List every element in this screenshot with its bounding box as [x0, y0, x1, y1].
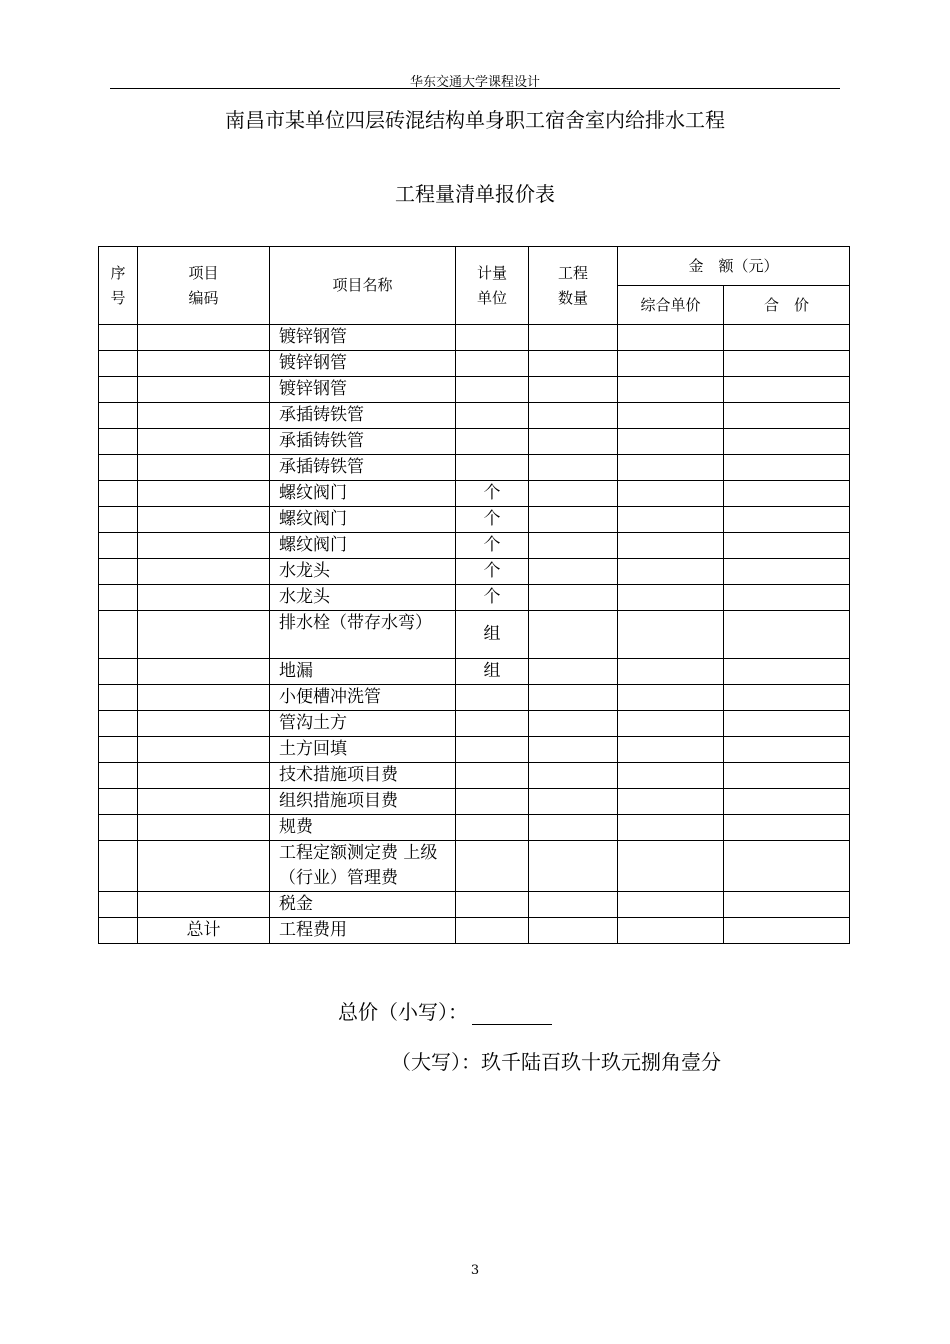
page-number: 3 [470, 1263, 480, 1278]
header-amount: 金 额（元） [618, 247, 850, 286]
cell-name: 排水栓（带存水弯） [270, 611, 456, 659]
cell-seq [99, 918, 138, 944]
table-row [99, 325, 850, 351]
cell-total-price [724, 659, 850, 685]
table-row [99, 377, 850, 403]
cell-name: 小便槽冲洗管 [270, 685, 456, 711]
cell-total-price [724, 841, 850, 892]
cell-unit-price [618, 559, 724, 585]
cell-name: 工程定额测定费 上级（行业）管理费 [270, 841, 456, 892]
cell-total-price [724, 737, 850, 763]
cell-unit: 个 [456, 585, 529, 611]
table-row [99, 711, 850, 737]
cell-unit: 组 [456, 659, 529, 685]
header-qty: 工程 数量 [529, 247, 618, 325]
cell-qty [529, 481, 618, 507]
cell-unit-price [618, 918, 724, 944]
cell-qty [529, 377, 618, 403]
cell-seq [99, 403, 138, 429]
table-row [99, 455, 850, 481]
header-unit-price: 综合单价 [618, 286, 724, 325]
table-row [99, 789, 850, 815]
cell-unit [456, 763, 529, 789]
table-header-row [99, 247, 850, 286]
cell-code [138, 507, 270, 533]
header-total-price: 合 价 [724, 286, 850, 325]
cell-code [138, 711, 270, 737]
cell-seq [99, 585, 138, 611]
cell-code [138, 892, 270, 918]
cell-unit [456, 711, 529, 737]
header-name: 项目名称 [270, 247, 456, 325]
table-row [99, 918, 850, 944]
cell-seq [99, 533, 138, 559]
table-row [99, 429, 850, 455]
total-uppercase-value: 玖千陆百玖十玖元捌角壹分 [481, 1050, 721, 1074]
cell-total-price [724, 455, 850, 481]
cell-name: 承插铸铁管 [270, 403, 456, 429]
cell-unit-price [618, 533, 724, 559]
cell-total-price [724, 789, 850, 815]
cell-name: 水龙头 [270, 559, 456, 585]
cell-seq [99, 789, 138, 815]
cell-qty [529, 611, 618, 659]
table-row [99, 737, 850, 763]
table-row [99, 559, 850, 585]
cell-unit [456, 841, 529, 892]
cell-total-price [724, 585, 850, 611]
document-subtitle: 工程量清单报价表 [395, 182, 555, 206]
cell-unit-price [618, 325, 724, 351]
table-row [99, 507, 850, 533]
cell-seq [99, 659, 138, 685]
cell-total-price [724, 533, 850, 559]
cell-qty [529, 815, 618, 841]
cell-unit-price [618, 455, 724, 481]
cell-unit-price [618, 403, 724, 429]
cell-unit [456, 325, 529, 351]
cell-qty [529, 892, 618, 918]
table-row [99, 815, 850, 841]
cell-unit [456, 377, 529, 403]
cell-name: 地漏 [270, 659, 456, 685]
cell-unit-price [618, 585, 724, 611]
cell-unit-price [618, 815, 724, 841]
cell-qty [529, 429, 618, 455]
page-header: 华东交通大学课程设计 [409, 75, 540, 90]
cell-total-price [724, 351, 850, 377]
cell-seq [99, 841, 138, 892]
cell-name: 税金 [270, 892, 456, 918]
cell-unit [456, 351, 529, 377]
cell-code [138, 455, 270, 481]
bill-of-quantities-table [98, 246, 850, 944]
cell-code [138, 763, 270, 789]
cell-seq [99, 559, 138, 585]
cell-seq [99, 429, 138, 455]
cell-total-price [724, 559, 850, 585]
total-lowercase-line [338, 996, 552, 1025]
cell-name: 螺纹阀门 [270, 507, 456, 533]
cell-qty [529, 659, 618, 685]
cell-code [138, 815, 270, 841]
cell-qty [529, 507, 618, 533]
cell-seq [99, 763, 138, 789]
total-uppercase-line [391, 1046, 721, 1075]
cell-seq [99, 481, 138, 507]
cell-unit [456, 789, 529, 815]
cell-qty [529, 685, 618, 711]
cell-unit [456, 455, 529, 481]
cell-name: 技术措施项目费 [270, 763, 456, 789]
cell-seq [99, 351, 138, 377]
cell-name: 镀锌钢管 [270, 377, 456, 403]
cell-qty [529, 403, 618, 429]
cell-code [138, 789, 270, 815]
cell-code [138, 841, 270, 892]
cell-unit-price [618, 481, 724, 507]
cell-unit [456, 685, 529, 711]
cell-name: 承插铸铁管 [270, 455, 456, 481]
cell-code [138, 429, 270, 455]
cell-qty [529, 711, 618, 737]
cell-unit-price [618, 685, 724, 711]
table-row [99, 659, 850, 685]
table-row [99, 403, 850, 429]
cell-unit: 个 [456, 559, 529, 585]
cell-unit-price [618, 429, 724, 455]
cell-qty [529, 763, 618, 789]
cell-name: 规费 [270, 815, 456, 841]
table-row [99, 481, 850, 507]
cell-code: 总计 [138, 918, 270, 944]
cell-unit: 个 [456, 533, 529, 559]
cell-code [138, 559, 270, 585]
cell-name: 工程费用 [270, 918, 456, 944]
cell-total-price [724, 481, 850, 507]
cell-total-price [724, 815, 850, 841]
table-row [99, 685, 850, 711]
cell-qty [529, 789, 618, 815]
cell-unit [456, 892, 529, 918]
cell-unit [456, 737, 529, 763]
cell-total-price [724, 611, 850, 659]
cell-total-price [724, 403, 850, 429]
cell-seq [99, 815, 138, 841]
header-seq: 序 号 [99, 247, 138, 325]
cell-total-price [724, 918, 850, 944]
cell-total-price [724, 892, 850, 918]
cell-name: 螺纹阀门 [270, 481, 456, 507]
table-row [99, 763, 850, 789]
table-row [99, 585, 850, 611]
cell-code [138, 585, 270, 611]
cell-total-price [724, 763, 850, 789]
cell-seq [99, 737, 138, 763]
cell-name: 镀锌钢管 [270, 325, 456, 351]
cell-code [138, 403, 270, 429]
cell-unit-price [618, 789, 724, 815]
cell-code [138, 533, 270, 559]
cell-code [138, 351, 270, 377]
cell-seq [99, 892, 138, 918]
cell-unit: 个 [456, 507, 529, 533]
table-row [99, 841, 850, 892]
cell-qty [529, 351, 618, 377]
cell-seq [99, 711, 138, 737]
cell-unit-price [618, 659, 724, 685]
cell-unit-price [618, 351, 724, 377]
cell-seq [99, 455, 138, 481]
cell-unit-price [618, 892, 724, 918]
header-unit: 计量 单位 [456, 247, 529, 325]
cell-code [138, 481, 270, 507]
table-row [99, 351, 850, 377]
cell-name: 水龙头 [270, 585, 456, 611]
cell-unit-price [618, 507, 724, 533]
cell-code [138, 611, 270, 659]
cell-unit: 组 [456, 611, 529, 659]
cell-code [138, 685, 270, 711]
cell-qty [529, 918, 618, 944]
cell-unit-price [618, 611, 724, 659]
total-lowercase-blank [472, 1002, 552, 1025]
cell-unit [456, 815, 529, 841]
cell-unit-price [618, 377, 724, 403]
cell-total-price [724, 377, 850, 403]
header-rule [110, 88, 840, 89]
cell-unit-price [618, 711, 724, 737]
cell-qty [529, 533, 618, 559]
table-row [99, 892, 850, 918]
cell-seq [99, 377, 138, 403]
cell-code [138, 737, 270, 763]
table-row [99, 611, 850, 659]
cell-total-price [724, 507, 850, 533]
cell-seq [99, 507, 138, 533]
table-body [99, 325, 850, 944]
cell-qty [529, 559, 618, 585]
cell-unit-price [618, 841, 724, 892]
cell-seq [99, 685, 138, 711]
cell-code [138, 377, 270, 403]
cell-code [138, 325, 270, 351]
cell-name: 土方回填 [270, 737, 456, 763]
header-code: 项目 编码 [138, 247, 270, 325]
document-title: 南昌市某单位四层砖混结构单身职工宿舍室内给排水工程 [225, 108, 725, 132]
cell-total-price [724, 685, 850, 711]
cell-code [138, 659, 270, 685]
cell-total-price [724, 429, 850, 455]
cell-qty [529, 325, 618, 351]
cell-unit [456, 403, 529, 429]
table-row [99, 533, 850, 559]
cell-total-price [724, 711, 850, 737]
cell-unit: 个 [456, 481, 529, 507]
cell-unit [456, 918, 529, 944]
cell-seq [99, 325, 138, 351]
cell-name: 管沟土方 [270, 711, 456, 737]
cell-name: 螺纹阀门 [270, 533, 456, 559]
cell-unit-price [618, 737, 724, 763]
cell-qty [529, 841, 618, 892]
cell-qty [529, 455, 618, 481]
cell-qty [529, 737, 618, 763]
cell-seq [99, 611, 138, 659]
cell-name: 镀锌钢管 [270, 351, 456, 377]
total-uppercase-label: （大写）： [391, 1050, 481, 1074]
cell-name: 组织措施项目费 [270, 789, 456, 815]
cell-total-price [724, 325, 850, 351]
cell-qty [529, 585, 618, 611]
cell-unit-price [618, 763, 724, 789]
total-lowercase-label: 总价（小写）： [338, 1000, 468, 1024]
cell-unit [456, 429, 529, 455]
cell-name: 承插铸铁管 [270, 429, 456, 455]
